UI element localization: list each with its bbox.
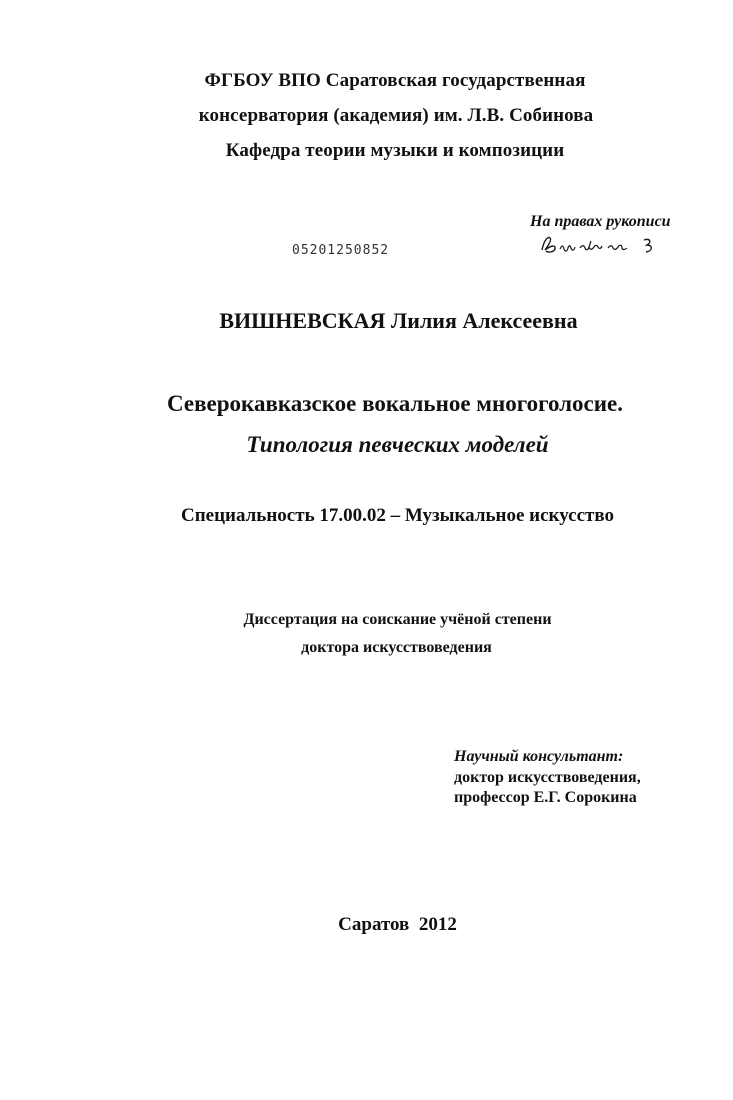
dissertation-subtitle: Типология певческих моделей (246, 432, 549, 457)
consultant-name: профессор Е.Г. Сорокина (454, 789, 637, 806)
registration-number: 05201250852 (292, 243, 390, 258)
manuscript-rights-note: На правах рукописи (530, 213, 671, 230)
consultant-degree: доктор искусствоведения, (454, 769, 641, 786)
dissertation-title: Северокавказское вокальное многоголосие. (167, 391, 623, 416)
institution-line-1: ФГБОУ ВПО Саратовская государственная (204, 70, 586, 91)
consultant-label: Научный консультант: (454, 748, 624, 765)
specialty-line: Специальность 17.00.02 – Музыкальное искусство (180, 505, 614, 526)
author-name: ВИШНЕВСКАЯ Лилия Алексеевна (219, 308, 578, 333)
handwritten-signature (536, 232, 666, 258)
department-line: Кафедра теории музыки и композиции (225, 140, 565, 161)
degree-line-2: доктора искусствоведения (301, 639, 492, 656)
degree-line-1: Диссертация на соискание учёной степени (243, 611, 552, 628)
institution-line-2: консерватория (академия) им. Л.В. Собинова (198, 105, 594, 126)
city-year: Саратов 2012 (338, 914, 457, 935)
